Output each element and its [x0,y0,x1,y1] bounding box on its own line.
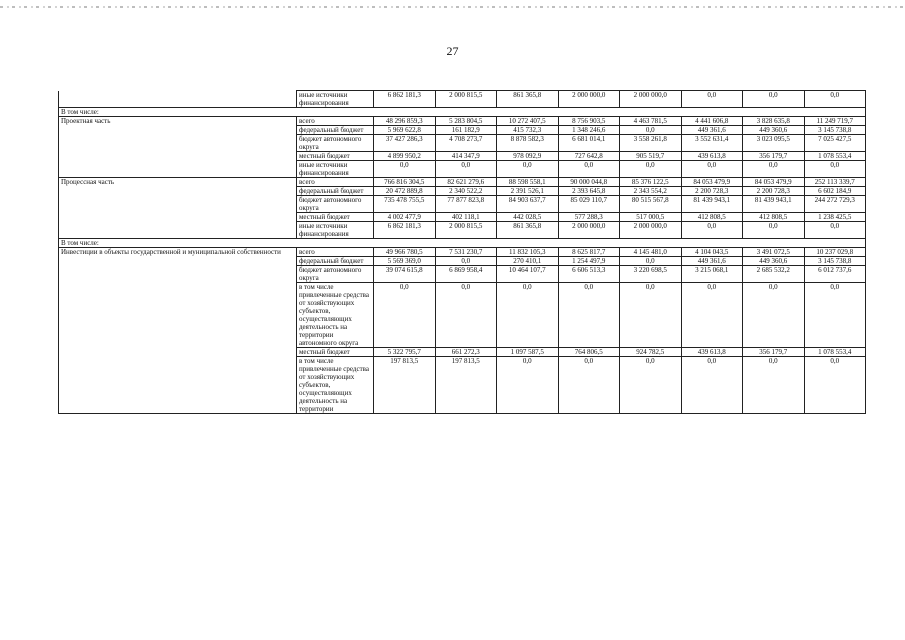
row-label [59,213,297,222]
row-label: Процессная часть [59,178,297,187]
row-label [59,283,297,348]
value-cell: 0,0 [804,161,866,178]
section-label: В том числе: [59,108,866,117]
table-row [59,283,866,348]
row-label [59,135,297,152]
value-cell: 3 215 068,1 [681,266,743,283]
value-cell: 2 340 522,2 [435,187,497,196]
value-cell: 0,0 [374,283,436,348]
funding-source: местный бюджет [297,152,374,161]
value-cell: 6 681 014,1 [558,135,620,152]
budget-table-body [59,91,866,414]
value-cell: 0,0 [435,161,497,178]
value-cell: 0,0 [558,357,620,414]
value-cell: 0,0 [497,283,559,348]
row-label: Инвестиции в объекты государственной и муниципальной собственности [59,248,297,257]
value-cell: 81 439 943,1 [743,196,805,213]
value-cell: 1 078 553,4 [804,152,866,161]
value-cell: 439 613,8 [681,348,743,357]
value-cell: 412 808,5 [743,213,805,222]
value-cell: 414 347,9 [435,152,497,161]
funding-source: местный бюджет [297,213,374,222]
value-cell: 2 393 645,8 [558,187,620,196]
value-cell: 2 000 815,5 [435,91,497,108]
value-cell: 0,0 [743,161,805,178]
value-cell: 415 732,3 [497,126,559,135]
value-cell: 1 097 587,5 [497,348,559,357]
value-cell: 3 145 738,8 [804,257,866,266]
scan-artifact-line [0,6,905,8]
funding-source: бюджет автономного округа [297,196,374,213]
funding-source: иные источники финансирования [297,91,374,108]
section-row [59,239,866,248]
value-cell: 10 464 107,7 [497,266,559,283]
value-cell: 39 074 615,8 [374,266,436,283]
value-cell: 3 491 072,5 [743,248,805,257]
section-row [59,108,866,117]
value-cell: 766 816 304,5 [374,178,436,187]
funding-source: бюджет автономного округа [297,135,374,152]
value-cell: 2 200 728,3 [681,187,743,196]
value-cell: 49 966 780,5 [374,248,436,257]
table-row [59,91,866,108]
value-cell: 270 410,1 [497,257,559,266]
value-cell: 4 145 481,0 [620,248,682,257]
table-row [59,117,866,126]
value-cell: 1 254 497,9 [558,257,620,266]
value-cell: 197 813,5 [435,357,497,414]
value-cell: 37 427 286,3 [374,135,436,152]
row-label [59,348,297,357]
funding-source: иные источники финансирования [297,222,374,239]
value-cell: 2 391 526,1 [497,187,559,196]
funding-source: в том числе привлеченные средства от хозяйствующих субъектов, осуществляющих деятельность на территории [297,357,374,414]
funding-source: федеральный бюджет [297,126,374,135]
value-cell: 0,0 [804,283,866,348]
funding-source: федеральный бюджет [297,187,374,196]
row-label [59,126,297,135]
value-cell: 252 113 339,7 [804,178,866,187]
row-label [59,257,297,266]
value-cell: 0,0 [558,283,620,348]
value-cell: 4 899 950,2 [374,152,436,161]
value-cell: 978 092,9 [497,152,559,161]
table-row [59,126,866,135]
value-cell: 3 828 635,8 [743,117,805,126]
row-label [59,196,297,213]
value-cell: 2 000 000,0 [620,222,682,239]
value-cell: 0,0 [743,222,805,239]
value-cell: 10 237 029,8 [804,248,866,257]
table-row [59,348,866,357]
row-label [59,91,297,108]
value-cell: 8 878 582,3 [497,135,559,152]
value-cell: 2 000 815,5 [435,222,497,239]
value-cell: 356 179,7 [743,152,805,161]
value-cell: 0,0 [681,161,743,178]
value-cell: 84 903 637,7 [497,196,559,213]
value-cell: 3 220 698,5 [620,266,682,283]
value-cell: 0,0 [681,91,743,108]
funding-source: всего [297,117,374,126]
value-cell: 244 272 729,3 [804,196,866,213]
value-cell: 2 000 000,0 [620,91,682,108]
value-cell: 0,0 [804,222,866,239]
value-cell: 10 272 407,5 [497,117,559,126]
funding-source: всего [297,248,374,257]
value-cell: 4 002 477,9 [374,213,436,222]
value-cell: 0,0 [497,161,559,178]
value-cell: 764 806,5 [558,348,620,357]
table-row [59,187,866,196]
value-cell: 11 249 719,7 [804,117,866,126]
value-cell: 11 832 105,3 [497,248,559,257]
value-cell: 1 238 425,5 [804,213,866,222]
value-cell: 80 515 567,8 [620,196,682,213]
value-cell: 0,0 [681,222,743,239]
value-cell: 0,0 [743,357,805,414]
value-cell: 88 598 558,1 [497,178,559,187]
value-cell: 2 343 554,2 [620,187,682,196]
value-cell: 197 813,5 [374,357,436,414]
value-cell: 0,0 [620,283,682,348]
value-cell: 6 606 513,3 [558,266,620,283]
value-cell: 0,0 [743,91,805,108]
value-cell: 4 708 273,7 [435,135,497,152]
value-cell: 161 182,9 [435,126,497,135]
value-cell: 2 200 728,3 [743,187,805,196]
value-cell: 2 000 000,0 [558,91,620,108]
table-row [59,248,866,257]
value-cell: 1 078 553,4 [804,348,866,357]
value-cell: 4 463 781,5 [620,117,682,126]
value-cell: 4 441 606,8 [681,117,743,126]
value-cell: 0,0 [620,257,682,266]
value-cell: 0,0 [435,257,497,266]
value-cell: 5 283 804,5 [435,117,497,126]
value-cell: 0,0 [620,161,682,178]
funding-source: в том числе привлеченные средства от хозяйствующих субъектов, осуществляющих деятельность на территории автономного округа [297,283,374,348]
value-cell: 84 053 479,9 [681,178,743,187]
funding-source: местный бюджет [297,348,374,357]
value-cell: 449 360,6 [743,257,805,266]
value-cell: 6 012 737,6 [804,266,866,283]
value-cell: 20 472 889,8 [374,187,436,196]
value-cell: 924 782,5 [620,348,682,357]
value-cell: 7 025 427,5 [804,135,866,152]
row-label [59,187,297,196]
value-cell: 412 808,5 [681,213,743,222]
value-cell: 6 862 181,3 [374,91,436,108]
value-cell: 0,0 [497,357,559,414]
table-row [59,161,866,178]
value-cell: 8 625 817,7 [558,248,620,257]
value-cell: 84 053 479,9 [743,178,805,187]
value-cell: 356 179,7 [743,348,805,357]
value-cell: 0,0 [620,126,682,135]
row-label [59,357,297,414]
funding-source: бюджет автономного округа [297,266,374,283]
value-cell: 82 621 279,6 [435,178,497,187]
value-cell: 85 376 122,5 [620,178,682,187]
value-cell: 3 558 261,8 [620,135,682,152]
value-cell: 577 288,3 [558,213,620,222]
value-cell: 517 000,5 [620,213,682,222]
value-cell: 77 877 823,8 [435,196,497,213]
table-row [59,222,866,239]
value-cell: 0,0 [804,357,866,414]
row-label [59,161,297,178]
value-cell: 48 296 859,3 [374,117,436,126]
value-cell: 3 145 738,8 [804,126,866,135]
value-cell: 727 642,8 [558,152,620,161]
value-cell: 90 000 044,8 [558,178,620,187]
value-cell: 861 365,8 [497,91,559,108]
funding-source: иные источники финансирования [297,161,374,178]
value-cell: 8 756 903,5 [558,117,620,126]
value-cell: 85 029 110,7 [558,196,620,213]
value-cell: 2 685 532,2 [743,266,805,283]
value-cell: 449 360,6 [743,126,805,135]
value-cell: 7 531 230,7 [435,248,497,257]
table-row [59,178,866,187]
value-cell: 861 365,8 [497,222,559,239]
value-cell: 4 104 043,5 [681,248,743,257]
value-cell: 3 023 095,5 [743,135,805,152]
value-cell: 0,0 [435,283,497,348]
value-cell: 1 348 246,6 [558,126,620,135]
table-row [59,213,866,222]
funding-source: всего [297,178,374,187]
value-cell: 735 478 755,5 [374,196,436,213]
value-cell: 402 118,1 [435,213,497,222]
value-cell: 439 613,8 [681,152,743,161]
value-cell: 0,0 [804,91,866,108]
value-cell: 0,0 [558,161,620,178]
value-cell: 905 519,7 [620,152,682,161]
page-number: 27 [446,44,459,58]
section-label: В том числе: [59,239,866,248]
value-cell: 5 969 622,8 [374,126,436,135]
value-cell: 81 439 943,1 [681,196,743,213]
value-cell: 6 869 958,4 [435,266,497,283]
row-label: Проектная часть [59,117,297,126]
table-row [59,152,866,161]
row-label [59,152,297,161]
value-cell: 2 000 000,0 [558,222,620,239]
value-cell: 6 602 184,9 [804,187,866,196]
value-cell: 6 862 181,3 [374,222,436,239]
budget-table [58,90,866,414]
value-cell: 0,0 [681,283,743,348]
value-cell: 5 569 369,0 [374,257,436,266]
value-cell: 0,0 [374,161,436,178]
value-cell: 3 552 631,4 [681,135,743,152]
table-row [59,266,866,283]
row-label [59,266,297,283]
table-row [59,257,866,266]
value-cell: 661 272,3 [435,348,497,357]
value-cell: 0,0 [743,283,805,348]
value-cell: 449 361,6 [681,257,743,266]
value-cell: 0,0 [681,357,743,414]
table-row [59,357,866,414]
table-row [59,135,866,152]
row-label [59,222,297,239]
table-row [59,196,866,213]
value-cell: 0,0 [620,357,682,414]
value-cell: 442 028,5 [497,213,559,222]
value-cell: 5 322 795,7 [374,348,436,357]
value-cell: 449 361,6 [681,126,743,135]
funding-source: федеральный бюджет [297,257,374,266]
